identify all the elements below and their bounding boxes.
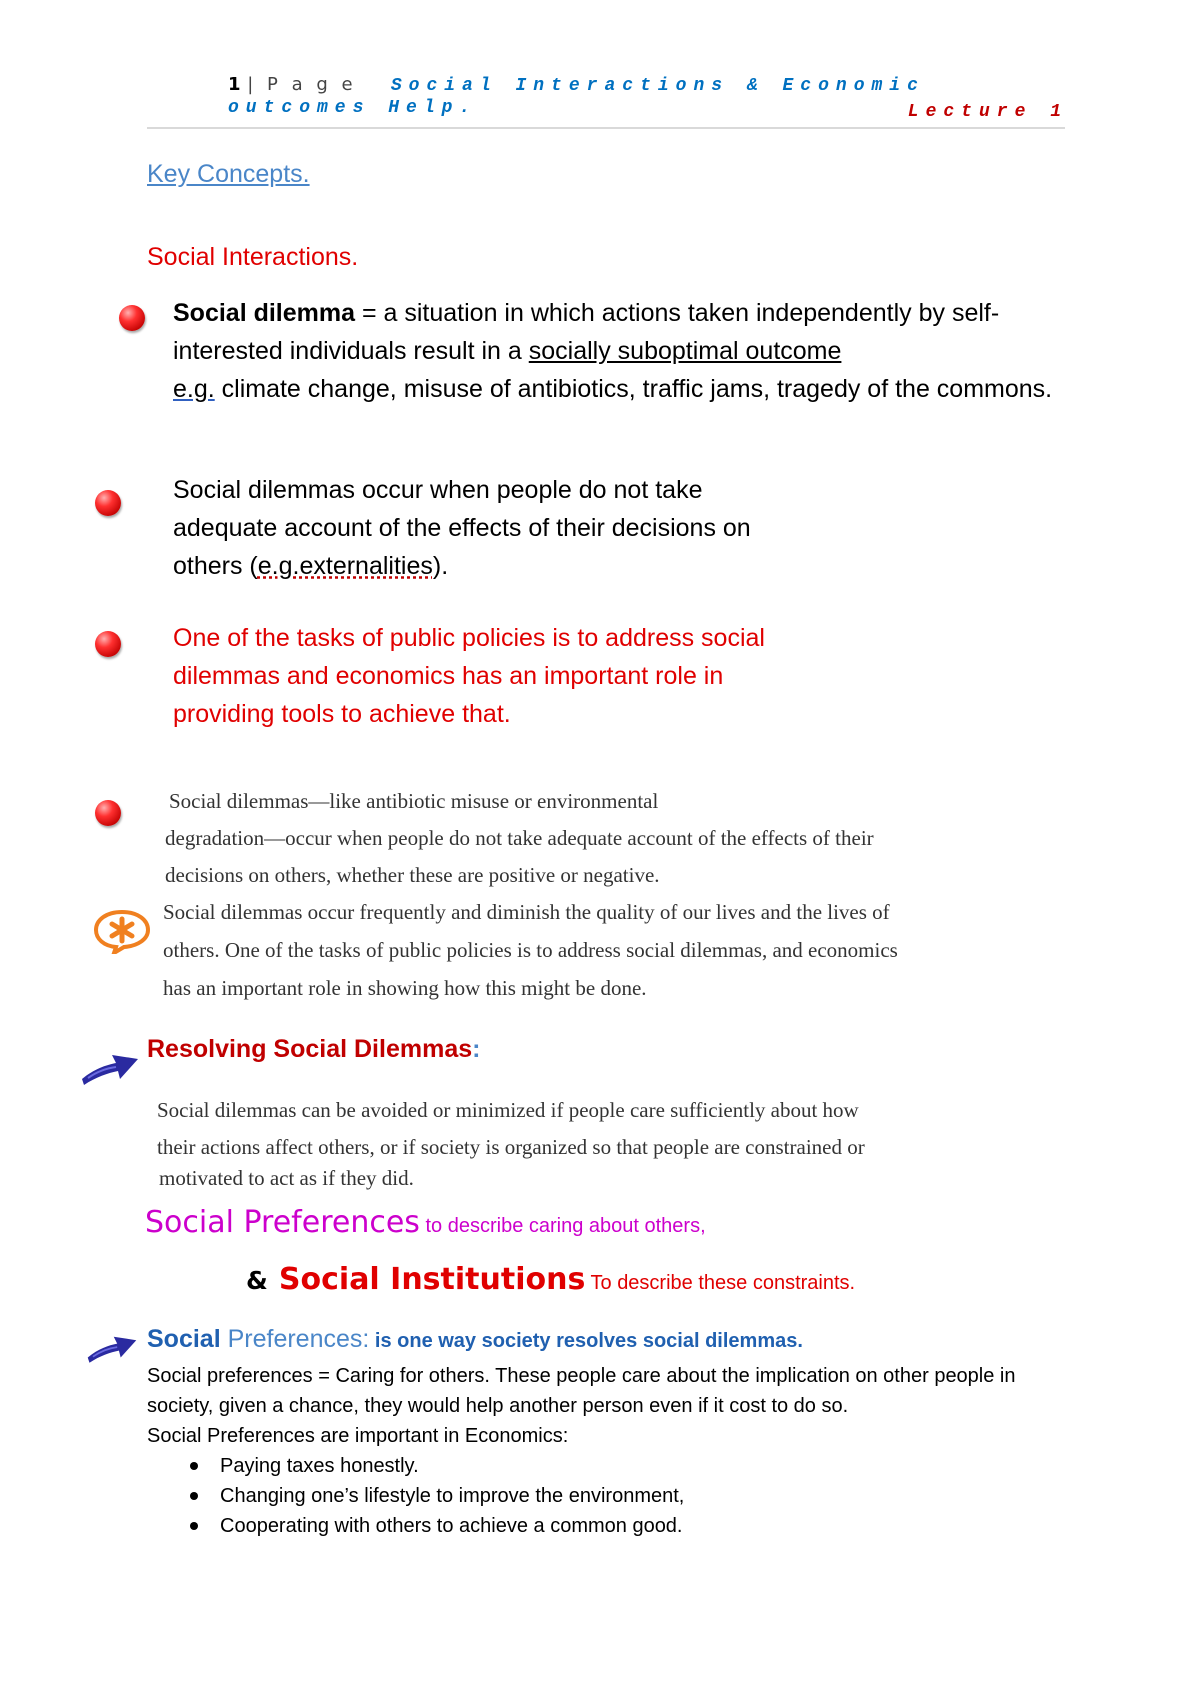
page-word: | P a g e [247,74,357,95]
red-ball-bullet-icon [95,490,121,516]
heading-c: is one way society resolves social dilemmas. [369,1330,803,1352]
quote-1-line: degradation—occur when people do not take adequate account of the effects of their [165,826,874,850]
heading-a: Social [147,1325,221,1353]
resolving-text [157,1092,865,1197]
blue-arrow-icon [80,1049,140,1087]
ampersand: & [246,1266,268,1295]
def-text: = a situation in which actions taken independently by self-interested individuals result in a [173,299,1000,365]
resolving-line: Social dilemmas can be avoided or minimized if people care sufficiently about how [157,1098,859,1122]
institutions-small: To describe these constraints. [585,1272,856,1294]
social-pref-body [147,1361,1067,1541]
institutions-big: Social Institutions [278,1262,586,1297]
preferences-line [145,1205,706,1240]
def-text-2: climate change, misuse of antibiotics, traffic jams, tragedy of the commons. [214,375,1053,403]
underlined-phrase: socially suboptimal outcome [528,337,842,365]
resolving-line: motivated to act as if they did. [159,1166,414,1190]
externalities-text: e.g.externalities [257,552,433,580]
dilemmas-occur-text [173,471,813,585]
preferences-small: to describe caring about others, [419,1215,706,1237]
key-concepts-heading: Key Concepts. [147,160,310,188]
quote-1-line: Social dilemmas—like antibiotic misuse or environmental [169,789,659,813]
b2-end: ). [432,552,449,580]
resolving-line: their actions affect others, or if society is organized so that people are constrained or [157,1135,865,1159]
resolving-heading-text: Resolving Social Dilemmas [147,1035,473,1063]
social-pref-list [147,1451,1067,1541]
quote-2-line: has an important role in showing how this might be done. [163,976,647,1000]
quote-2-line: Social dilemmas occur frequently and diminish the quality of our lives and the lives of [163,900,890,924]
term: Social dilemma [173,299,356,327]
quote-2 [163,893,898,1007]
header-divider [147,127,1065,129]
resolving-heading [147,1035,480,1064]
blue-arrow-icon [86,1331,138,1365]
red-ball-bullet-icon [95,800,121,826]
social-pref-paragraph: Social preferences = Caring for others. These people care about the implication on other people in society, given a chance, they would help another person even if it cost to do so. [147,1365,1016,1417]
social-pref-paragraph: Social Preferences are important in Economics: [147,1425,569,1447]
red-ball-bullet-icon [119,305,145,331]
public-policies-text: One of the tasks of public policies is to address social dilemmas and economics has an important role in providing tools to achieve that. [173,624,765,728]
list-item: Changing one’s lifestyle to improve the environment, [147,1481,1067,1511]
list-item: Paying taxes honestly. [147,1451,1067,1481]
social-pref-heading [147,1325,803,1354]
b2-text: Social dilemmas occur when people do not take adequate account of the effects of their decisions on others ( [173,476,751,580]
quote-1 [165,783,874,894]
quote-2-line: others. One of the tasks of public policies is to address social dilemmas, and economics [163,938,898,962]
page-number: 1 [228,74,242,95]
header-lecture: Lecture 1 [907,102,1068,122]
list-item: Cooperating with others to achieve a common good. [147,1511,1067,1541]
resolving-colon: : [472,1035,481,1063]
eg-link: e.g. [173,375,215,403]
asterisk-speech-icon [92,908,152,954]
header-title: Social Interactions & Economic outcomes Help. [228,76,925,118]
preferences-big: Social Preferences [145,1205,420,1240]
social-dilemma-definition [173,294,1078,408]
quote-1-line: decisions on others, whether these are positive or negative. [165,863,660,887]
heading-b: Preferences: [220,1325,370,1353]
institutions-line [246,1262,855,1297]
red-ball-bullet-icon [95,631,121,657]
social-interactions-heading: Social Interactions. [147,243,359,271]
